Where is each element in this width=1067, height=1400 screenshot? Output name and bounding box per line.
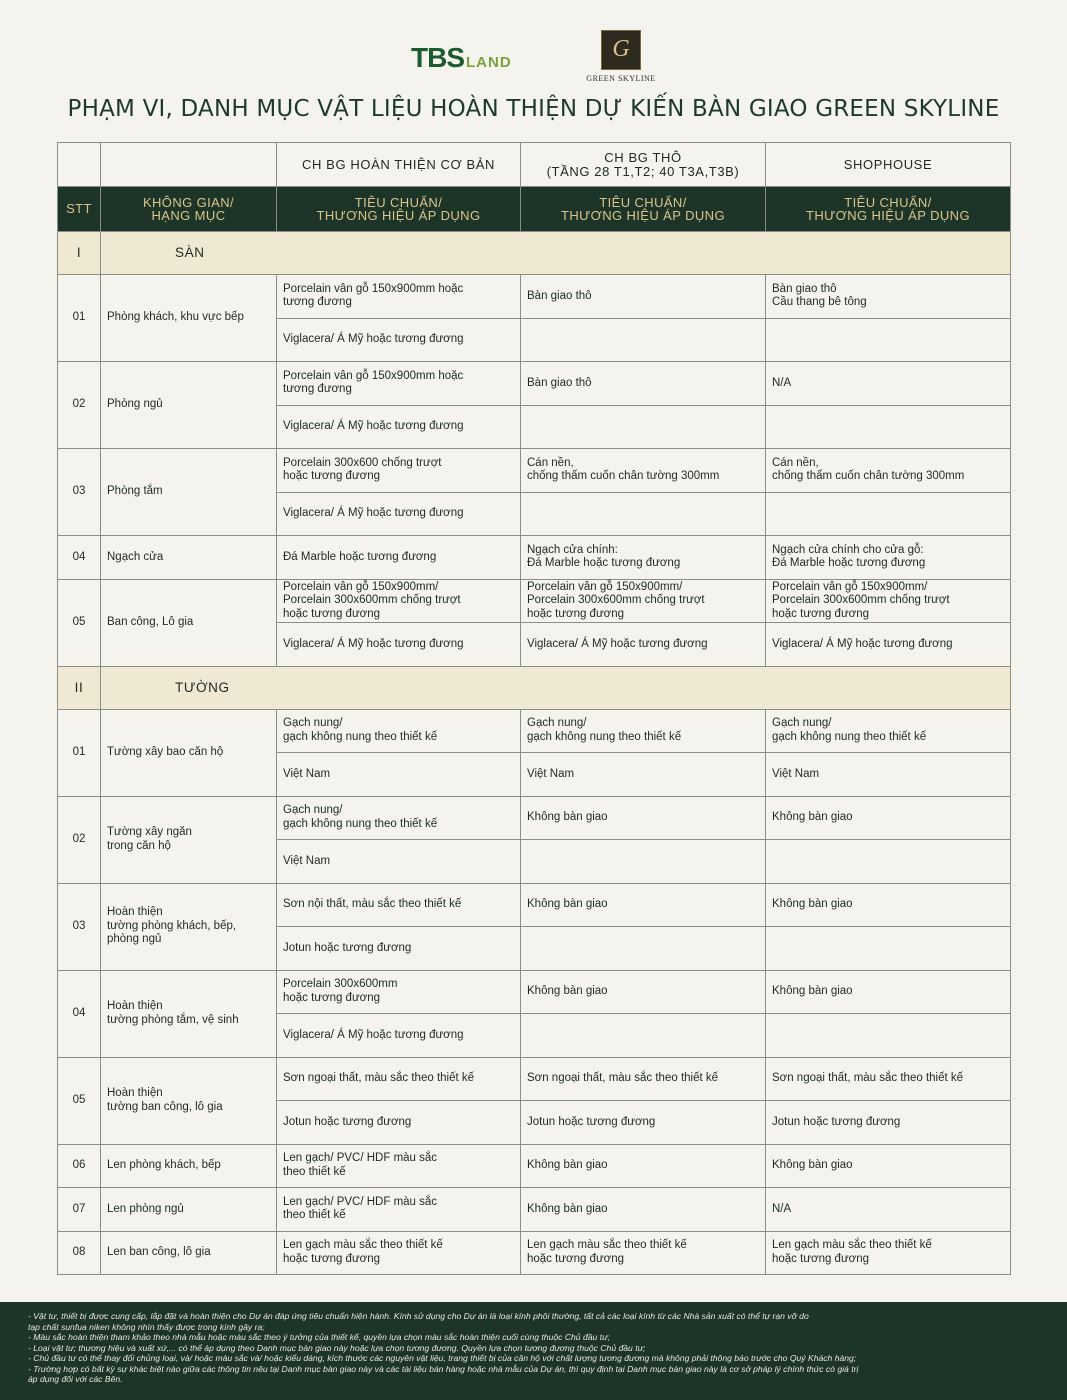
- spec-cell-1: Len gạch màu sắc theo thiết kế hoặc tương đương: [521, 1231, 766, 1275]
- section-row: [58, 666, 1011, 709]
- column-header-1: KHÔNG GIAN/ HẠNG MỤC: [101, 187, 277, 232]
- section-row: [58, 232, 1011, 275]
- header-empty-cell: [101, 143, 277, 187]
- spec-cell-0: Viglacera/ Á Mỹ hoặc tương đương: [277, 1014, 521, 1058]
- spec-cell-1: Ngạch cửa chính: Đá Marble hoặc tương đương: [521, 536, 766, 580]
- spec-cell-1: Sơn ngoại thất, màu sắc theo thiết kế: [521, 1057, 766, 1101]
- spec-cell-1: Bàn giao thô: [521, 362, 766, 406]
- spec-cell-0: Viglacera/ Á Mỹ hoặc tương đương: [277, 623, 521, 667]
- spec-cell-1: Không bàn giao: [521, 970, 766, 1014]
- spec-cell-0: Jotun hoặc tương đương: [277, 927, 521, 971]
- table-row: [58, 1144, 1011, 1188]
- spec-cell-0: Sơn nội thất, màu sắc theo thiết kế: [277, 883, 521, 927]
- spec-cell-0: Viglacera/ Á Mỹ hoặc tương đương: [277, 405, 521, 449]
- spec-cell-2: [766, 1014, 1011, 1058]
- space-name: Len phòng khách, bếp: [101, 1144, 277, 1188]
- spec-cell-1: Việt Nam: [521, 753, 766, 797]
- spec-cell-2: Ngạch cửa chính cho cửa gỗ: Đá Marble hoặc tương đương: [766, 536, 1011, 580]
- spec-cell-1: [521, 405, 766, 449]
- spec-cell-0: Việt Nam: [277, 840, 521, 884]
- footnotes: [0, 1302, 1067, 1400]
- green-skyline-mark: G: [601, 30, 641, 70]
- spec-cell-1: Porcelain vân gỗ 150x900mm/ Porcelain 300x600mm chống trượt hoặc tương đương: [521, 579, 766, 623]
- table-row: [58, 536, 1011, 580]
- footnote-line: - Vật tư, thiết bị được cung cấp, lắp đặt và hoàn thiện cho Dự án đáp ứng tiêu chuẩn hiện hành. Kính sử dụng cho Dự án là loại kính phôi thường, tất cả các loại kính từ các Nhà sản xuất có thể tự rạn vỡ do: [28, 1311, 809, 1321]
- space-name: Len ban công, lô gia: [101, 1231, 277, 1275]
- spec-cell-1: Không bàn giao: [521, 1188, 766, 1232]
- table-row: [58, 709, 1011, 753]
- section-number: II: [58, 666, 101, 709]
- spec-cell-1: [521, 318, 766, 362]
- space-name: Ban công, Lô gia: [101, 579, 277, 666]
- spec-cell-2: [766, 318, 1011, 362]
- spec-cell-2: N/A: [766, 362, 1011, 406]
- column-header-row: [58, 187, 1011, 232]
- row-number: 06: [58, 1144, 101, 1188]
- spec-cell-1: Không bàn giao: [521, 796, 766, 840]
- spec-cell-1: [521, 1014, 766, 1058]
- row-number: 05: [58, 1057, 101, 1144]
- spec-cell-2: Không bàn giao: [766, 796, 1011, 840]
- spec-cell-2: Sơn ngoại thất, màu sắc theo thiết kế: [766, 1057, 1011, 1101]
- spec-cell-2: Jotun hoặc tương đương: [766, 1101, 1011, 1145]
- row-number: 01: [58, 709, 101, 796]
- row-number: 02: [58, 362, 101, 449]
- table-row: [58, 1057, 1011, 1101]
- header-empty-cell: [58, 143, 101, 187]
- spec-cell-0: Việt Nam: [277, 753, 521, 797]
- space-name: Phòng khách, khu vực bếp: [101, 275, 277, 362]
- space-name: Hoàn thiện tường ban công, lô gia: [101, 1057, 277, 1144]
- spec-cell-0: Len gạch/ PVC/ HDF màu sắc theo thiết kế: [277, 1144, 521, 1188]
- space-name: Phòng tắm: [101, 449, 277, 536]
- materials-table: [57, 142, 1011, 1275]
- table-row: [58, 883, 1011, 927]
- space-name: Ngạch cửa: [101, 536, 277, 580]
- spec-cell-0: Sơn ngoại thất, màu sắc theo thiết kế: [277, 1057, 521, 1101]
- spec-cell-2: Cán nền, chống thấm cuốn chân tường 300mm: [766, 449, 1011, 493]
- spec-cell-2: [766, 405, 1011, 449]
- column-header-2: TIÊU CHUẨN/ THƯƠNG HIỆU ÁP DỤNG: [277, 187, 521, 232]
- row-number: 03: [58, 449, 101, 536]
- space-name: Hoàn thiện tường phòng khách, bếp, phòng ngủ: [101, 883, 277, 970]
- row-number: 07: [58, 1188, 101, 1232]
- column-header-3: TIÊU CHUẨN/ THƯƠNG HIỆU ÁP DỤNG: [521, 187, 766, 232]
- table-row: [58, 449, 1011, 493]
- space-name: Len phòng ngủ: [101, 1188, 277, 1232]
- spec-cell-0: Porcelain vân gỗ 150x900mm hoặc tương đương: [277, 362, 521, 406]
- category-header-2: SHOPHOUSE: [766, 143, 1011, 187]
- section-name: SÀN: [101, 232, 1011, 275]
- space-name: Phòng ngủ: [101, 362, 277, 449]
- spec-cell-0: Viglacera/ Á Mỹ hoặc tương đương: [277, 492, 521, 536]
- footnote-line: - Trường hợp có bất kỳ sự khác biệt nào giữa các thông tin nêu tại Danh mục bàn giao này và các tài liệu bán hàng hoặc nhà mẫu của Dự án, thì quy định tại Danh mục bàn giao này là cơ sở pháp lý chính thức có giá trị: [28, 1363, 859, 1374]
- spec-cell-2: Không bàn giao: [766, 883, 1011, 927]
- row-number: 05: [58, 579, 101, 666]
- spec-cell-1: Không bàn giao: [521, 883, 766, 927]
- page-title: PHẠM VI, DANH MỤC VẬT LIỆU HOÀN THIỆN DỰ KIẾN BÀN GIAO GREEN SKYLINE: [67, 96, 1000, 122]
- spec-cell-2: Việt Nam: [766, 753, 1011, 797]
- spec-cell-0: Porcelain vân gỗ 150x900mm hoặc tương đương: [277, 275, 521, 319]
- footnote-line: - Chủ đầu tư có thể thay đổi chủng loại, và/ hoặc màu sắc và/ hoặc kiểu dáng, kích thước các nguyên vật liệu, trang thiết bị của căn hộ với chất lượng tương đương mà không phải thông báo trước cho Quý Khách hàng;: [28, 1353, 857, 1363]
- tbs-land-logo: TBS LAND: [411, 42, 512, 73]
- footnote-line: áp dụng đối với các Bên.: [28, 1374, 123, 1384]
- row-number: 02: [58, 796, 101, 883]
- table-row: [58, 275, 1011, 319]
- spec-cell-2: Không bàn giao: [766, 1144, 1011, 1188]
- row-number: 01: [58, 275, 101, 362]
- green-skyline-logo: [585, 30, 657, 83]
- spec-cell-2: Viglacera/ Á Mỹ hoặc tương đương: [766, 623, 1011, 667]
- spec-cell-1: [521, 840, 766, 884]
- top-header-row: [58, 143, 1011, 187]
- spec-cell-0: Porcelain vân gỗ 150x900mm/ Porcelain 300x600mm chống trượt hoặc tương đương: [277, 579, 521, 623]
- space-name: Hoàn thiện tường phòng tắm, vệ sinh: [101, 970, 277, 1057]
- spec-cell-1: [521, 927, 766, 971]
- row-number: 04: [58, 536, 101, 580]
- spec-cell-2: Gạch nung/ gạch không nung theo thiết kế: [766, 709, 1011, 753]
- spec-cell-1: Jotun hoặc tương đương: [521, 1101, 766, 1145]
- table-row: [58, 362, 1011, 406]
- spec-cell-2: Không bàn giao: [766, 970, 1011, 1014]
- header: [0, 28, 1067, 88]
- footnote-line: - Loại vật tư; thương hiệu và xuất xứ,... có thể áp dụng theo Danh mục bàn giao này hoặc lựa chọn tương đương. Quyền lựa chọn tương đương thuộc Chủ đầu tư;: [28, 1342, 646, 1353]
- section-number: I: [58, 232, 101, 275]
- table-row: [58, 1231, 1011, 1275]
- spec-cell-0: Gạch nung/ gạch không nung theo thiết kế: [277, 796, 521, 840]
- space-name: Tường xây bao căn hộ: [101, 709, 277, 796]
- spec-cell-2: Len gạch màu sắc theo thiết kế hoặc tương đương: [766, 1231, 1011, 1275]
- spec-cell-2: Porcelain vân gỗ 150x900mm/ Porcelain 300x600mm chống trượt hoặc tương đương: [766, 579, 1011, 623]
- spec-cell-1: Gạch nung/ gạch không nung theo thiết kế: [521, 709, 766, 753]
- spec-cell-2: [766, 927, 1011, 971]
- category-header-1: CH BG THÔ (TẦNG 28 T1,T2; 40 T3A,T3B): [521, 143, 766, 187]
- spec-cell-0: Len gạch/ PVC/ HDF màu sắc theo thiết kế: [277, 1188, 521, 1232]
- spec-cell-0: Đá Marble hoặc tương đương: [277, 536, 521, 580]
- section-name: TƯỜNG: [101, 666, 1011, 709]
- spec-cell-2: Bàn giao thô Cầu thang bê tông: [766, 275, 1011, 319]
- spec-cell-1: Viglacera/ Á Mỹ hoặc tương đương: [521, 623, 766, 667]
- table-row: [58, 970, 1011, 1014]
- spec-cell-1: [521, 492, 766, 536]
- spec-cell-2: [766, 840, 1011, 884]
- spec-cell-0: Len gạch màu sắc theo thiết kế hoặc tương đương: [277, 1231, 521, 1275]
- spec-cell-1: Bàn giao thô: [521, 275, 766, 319]
- spec-cell-0: Viglacera/ Á Mỹ hoặc tương đương: [277, 318, 521, 362]
- spec-cell-0: Gạch nung/ gạch không nung theo thiết kế: [277, 709, 521, 753]
- column-header-4: TIÊU CHUẨN/ THƯƠNG HIỆU ÁP DỤNG: [766, 187, 1011, 232]
- table-row: [58, 1188, 1011, 1232]
- row-number: 08: [58, 1231, 101, 1275]
- footnote-line: - Màu sắc hoàn thiện tham khảo theo nhà mẫu hoặc màu sắc theo ý tưởng của thiết kế, quyền lựa chọn màu sắc hoàn thiện cuối cùng thuộc Chủ đầu tư;: [28, 1332, 610, 1342]
- table-row: [58, 579, 1011, 623]
- row-number: 03: [58, 883, 101, 970]
- table-row: [58, 796, 1011, 840]
- space-name: Tường xây ngăn trong căn hộ: [101, 796, 277, 883]
- spec-cell-1: Không bàn giao: [521, 1144, 766, 1188]
- row-number: 04: [58, 970, 101, 1057]
- spec-cell-0: Porcelain 300x600 chống trượt hoặc tương đương: [277, 449, 521, 493]
- spec-cell-0: Jotun hoặc tương đương: [277, 1101, 521, 1145]
- spec-cell-1: Cán nền, chống thấm cuốn chân tường 300mm: [521, 449, 766, 493]
- green-skyline-name: GREEN SKYLINE: [586, 74, 656, 83]
- column-header-0: STT: [58, 187, 101, 232]
- category-header-0: CH BG HOÀN THIỆN CƠ BẢN: [277, 143, 521, 187]
- spec-cell-2: N/A: [766, 1188, 1011, 1232]
- spec-cell-0: Porcelain 300x600mm hoặc tương đương: [277, 970, 521, 1014]
- spec-cell-2: [766, 492, 1011, 536]
- footnote-line: tạp chất sunfua niken không nhìn thấy được trong kính gây ra;: [28, 1321, 265, 1332]
